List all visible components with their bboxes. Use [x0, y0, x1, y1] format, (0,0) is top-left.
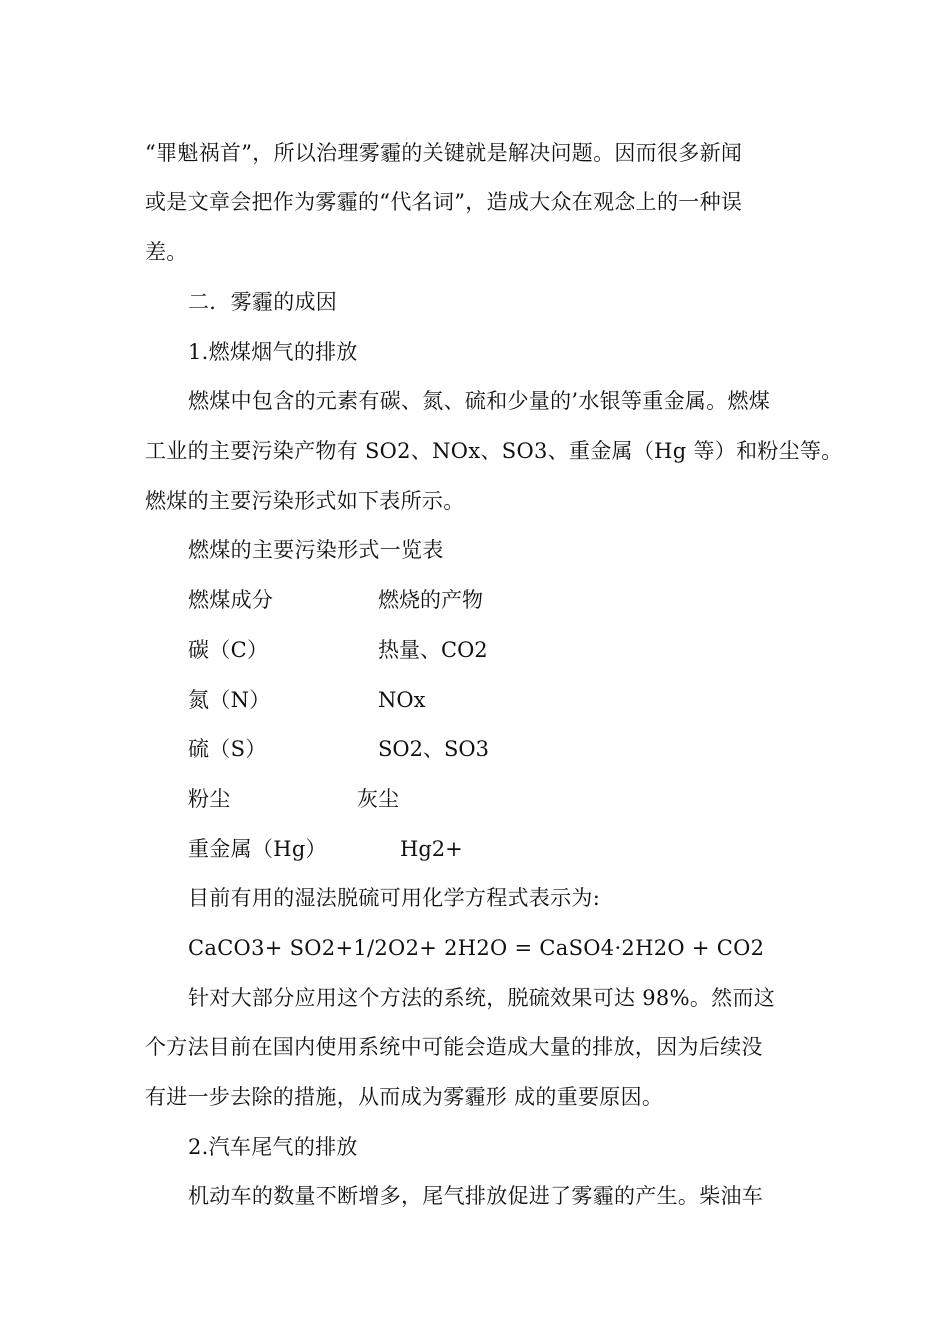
paragraph-line: 个方法目前在国内使用系统中可能会造成大量的排放，因为后续没	[145, 1035, 763, 1059]
paragraph-line: 差。	[145, 240, 188, 264]
table-cell: 硫（S）	[188, 737, 267, 761]
table-cell: 重金属（Hg）	[188, 837, 327, 861]
paragraph-line: 燃煤的主要污染形式如下表所示。	[145, 489, 465, 513]
subsection-heading: 2.汽车尾气的排放	[188, 1135, 358, 1159]
paragraph-line: “罪魁祸首”，所以治理雾霾的关键就是解决问题。因而很多新闻	[145, 141, 743, 165]
table-cell: SO2、SO3	[378, 737, 489, 761]
paragraph-line: 或是文章会把作为雾霾的“代名词”，造成大众在观念上的一种误	[145, 190, 743, 214]
table-cell: 氮（N）	[188, 688, 271, 712]
table-header-col1: 燃煤成分	[188, 588, 274, 612]
paragraph-line: 机动车的数量不断增多，尾气排放促进了雾霾的产生。柴油车	[188, 1184, 764, 1208]
table-cell: 灰尘	[357, 787, 399, 811]
table-title: 燃煤的主要污染形式一览表	[188, 538, 444, 562]
section-heading: 二．雾霾的成因	[188, 290, 338, 314]
paragraph-line: 有进一步去除的措施，从而成为雾霾形 成的重要原因。	[145, 1085, 664, 1109]
table-cell: Hg2+	[400, 837, 463, 861]
table-cell: 碳（C）	[188, 638, 269, 662]
paragraph-line: 工业的主要污染产物有 SO2、NOx、SO3、重金属（Hg 等）和粉尘等。	[145, 439, 843, 463]
paragraph-line: 针对大部分应用这个方法的系统，脱硫效果可达 98%。然而这	[188, 986, 776, 1010]
table-cell: NOx	[378, 688, 426, 712]
table-cell: 热量、CO2	[378, 638, 488, 662]
paragraph-line: 燃煤中包含的元素有碳、氮、硫和少量的’水银等重金属。燃煤	[188, 389, 771, 413]
chemical-equation: CaCO3+ SO2+1/2O2+ 2H2O = CaSO4·2H2O + CO2	[188, 936, 765, 960]
subsection-heading: 1.燃煤烟气的排放	[188, 340, 358, 364]
table-header-col2: 燃烧的产物	[378, 588, 483, 612]
paragraph-line: 目前有用的湿法脱硫可用化学方程式表示为:	[188, 886, 601, 910]
table-cell: 粉尘	[188, 787, 231, 811]
